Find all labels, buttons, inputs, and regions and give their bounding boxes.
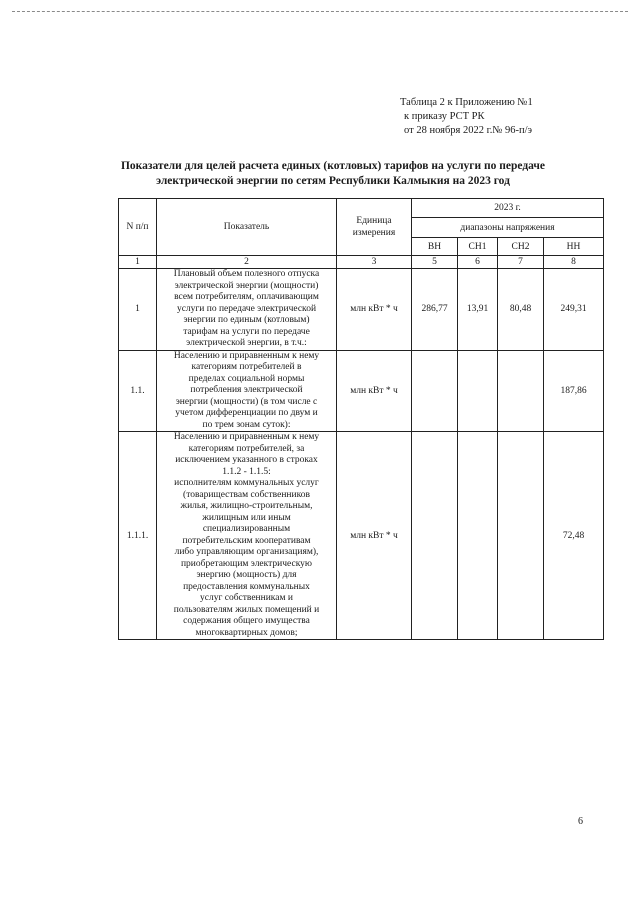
value-sn2: 80,48 <box>498 269 544 351</box>
description-line: услуги по передаче электрической <box>176 303 317 314</box>
description-line: энергии по единым (котловым) <box>183 315 310 325</box>
row-unit: млн кВт * ч <box>337 269 412 351</box>
table-row <box>119 350 604 432</box>
value-sn1 <box>458 432 498 640</box>
description-line: исключением указанного в строках <box>175 455 318 465</box>
description-line: Плановый объем полезного отпуска <box>173 269 320 279</box>
description-line: 1.1.2 - 1.1.5: <box>222 466 271 477</box>
description-line: либо управляющим организациям), <box>174 547 319 557</box>
appendix-note-line3: от 28 ноября 2022 г.№ 96-п/э <box>404 125 533 136</box>
description-line: пределах социальной нормы <box>188 373 305 384</box>
document-title <box>118 159 548 189</box>
description-line: потребления электрической <box>190 385 303 395</box>
document-title-line2: электрической энергии по сетям Республики Калмыкия на 2023 год <box>156 175 510 187</box>
value-sn1: 13,91 <box>458 269 498 351</box>
row-number: 1 <box>119 269 157 351</box>
col-number: 8 <box>544 256 604 269</box>
description-line: пользователям жилых помещений и <box>173 604 320 615</box>
description-line: (товариществам собственников <box>183 489 310 500</box>
header-nn: НН <box>544 238 604 256</box>
header-vn: ВН <box>412 238 458 256</box>
row-description <box>157 432 337 640</box>
header-sn1: СН1 <box>458 238 498 256</box>
description-line: тарифам на услуги по передаче <box>183 326 310 337</box>
col-number: 2 <box>157 256 337 269</box>
column-numbers-row <box>119 256 604 269</box>
description-line: многоквартирных домов; <box>195 627 298 638</box>
col-number: 3 <box>337 256 412 269</box>
value-vn: 286,77 <box>412 269 458 351</box>
document-title-line1: Показатели для целей расчета единых (котловых) тарифов на услуги по передаче <box>120 160 546 172</box>
description-line: категориям потребителей в <box>191 362 302 372</box>
row-number: 1.1.1. <box>119 432 157 640</box>
value-vn <box>412 432 458 640</box>
description-line: энергии (мощности) (в том числе с <box>175 396 318 407</box>
header-sn2: СН2 <box>498 238 544 256</box>
description-line: жилищным или иным <box>202 512 291 523</box>
description-line: специализированным <box>202 524 291 534</box>
table-row <box>119 269 604 351</box>
header-year: 2023 г. <box>412 199 604 218</box>
value-sn2 <box>498 350 544 432</box>
value-nn: 249,31 <box>544 269 604 351</box>
description-line: потребительским кооперативам <box>182 535 311 546</box>
description-line: учетом дифференциации по двум и <box>175 408 318 418</box>
value-nn: 72,48 <box>544 432 604 640</box>
description-line: категориям потребителей, за <box>188 443 305 454</box>
description-line: электрической энергии, в т.ч.: <box>186 338 307 348</box>
description-line: энергию (мощность) для <box>196 570 297 580</box>
row-number: 1.1. <box>119 350 157 432</box>
value-sn2 <box>498 432 544 640</box>
description-line: Населению и приравненным к нему <box>173 350 320 361</box>
table-row <box>119 432 604 640</box>
description-line: предоставления коммунальных <box>183 581 310 592</box>
scan-edge-line <box>12 11 628 12</box>
appendix-note-line2: к приказу РСТ РК <box>404 111 485 122</box>
row-unit: млн кВт * ч <box>337 350 412 432</box>
col-number: 6 <box>458 256 498 269</box>
value-sn1 <box>458 350 498 432</box>
description-line: содержания общего имущества <box>183 616 310 626</box>
header-ranges: диапазоны напряжения <box>412 218 604 238</box>
description-line: электрической энергии (мощности) <box>174 280 319 291</box>
value-vn <box>412 350 458 432</box>
header-unit: Единица измерения <box>337 199 412 256</box>
header-indicator: Показатель <box>157 199 337 256</box>
header-num: N п/п <box>119 199 157 256</box>
indicators-table <box>118 198 604 640</box>
description-line: услуг собственникам и <box>200 593 293 603</box>
col-number: 5 <box>412 256 458 269</box>
appendix-note-line1: Таблица 2 к Приложению №1 <box>400 97 533 108</box>
description-line: Населению и приравненным к нему <box>173 432 320 442</box>
row-description <box>157 269 337 351</box>
description-line: по трем зонам суток): <box>202 419 291 430</box>
row-unit: млн кВт * ч <box>337 432 412 640</box>
description-line: исполнителям коммунальных услуг <box>174 478 319 488</box>
row-description <box>157 350 337 432</box>
col-number: 7 <box>498 256 544 269</box>
description-line: всем потребителям, оплачивающим <box>174 292 319 302</box>
description-line: приобретающим электрическую <box>180 558 313 569</box>
value-nn: 187,86 <box>544 350 604 432</box>
description-line: жилья, жилищно-строительным, <box>180 501 313 511</box>
col-number: 1 <box>119 256 157 269</box>
appendix-note <box>400 96 620 138</box>
page-number: 6 <box>578 816 583 827</box>
